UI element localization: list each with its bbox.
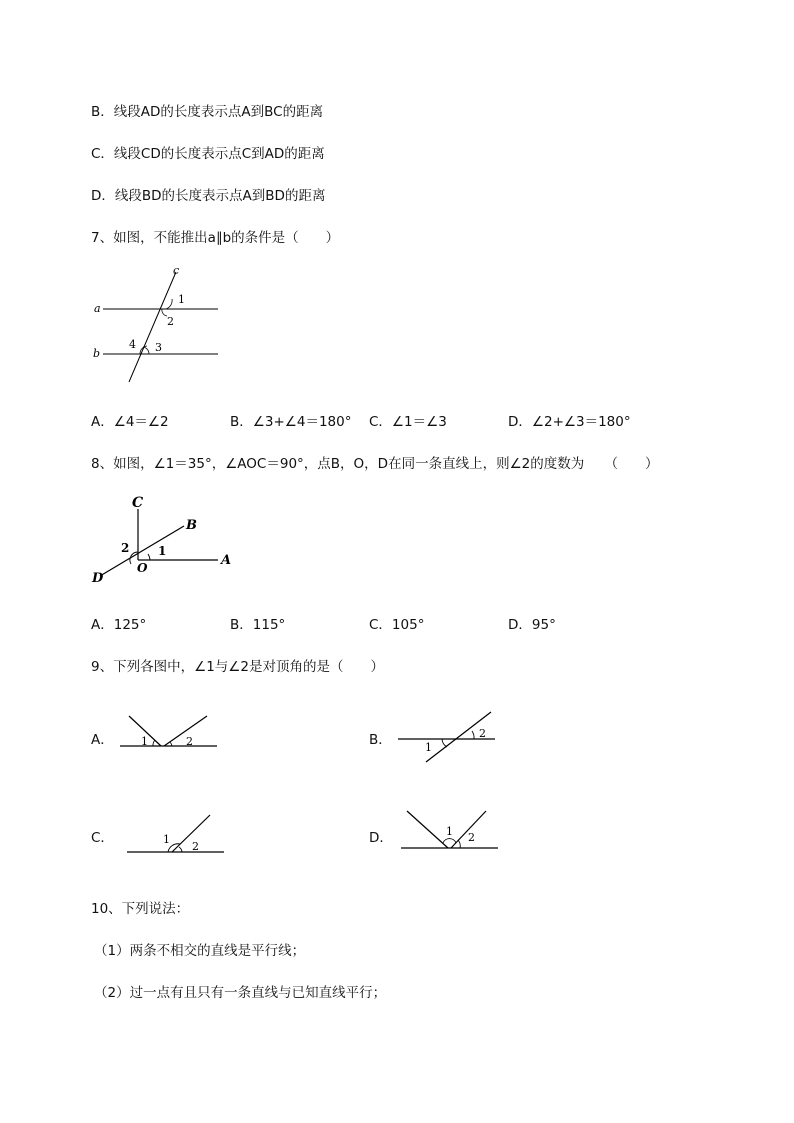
q10-stem: 10、下列说法： [91, 901, 190, 917]
q8-figure [86, 490, 246, 590]
q7-option-a: A．∠4＝∠2 [91, 414, 169, 430]
q9-figure-a [115, 710, 225, 755]
q8-options [91, 613, 731, 633]
angle-1-arc [166, 299, 172, 309]
q6-option-b: B．线段AD的长度表示点A到BC的距离 [91, 104, 324, 120]
q10-statement-1: （1）两条不相交的直线是平行线； [94, 943, 306, 959]
label-1: 1 [446, 825, 453, 838]
label-2: 2 [192, 840, 199, 853]
label-1: 1 [141, 735, 148, 748]
label-2: 2 [121, 541, 130, 555]
label-c: c [173, 264, 180, 277]
q9-figure-c [122, 810, 232, 860]
label-2: 2 [167, 315, 174, 328]
q7-option-b: B．∠3+∠4＝180° [230, 414, 352, 430]
q7-figure [88, 262, 228, 386]
q7-option-d: D．∠2+∠3＝180° [508, 414, 631, 430]
q9-figure-d [398, 805, 503, 855]
label-2: 2 [479, 727, 486, 740]
q8-option-a: A．125° [91, 617, 147, 633]
angle-1-arc [148, 554, 150, 560]
q9-fig-c-label: C． [91, 830, 114, 846]
label-1: 1 [163, 833, 170, 846]
q9-fig-a-label: A． [91, 732, 114, 748]
q7-options [91, 410, 731, 430]
label-c: C [132, 495, 144, 511]
q8-option-b: B．115° [230, 617, 286, 633]
q10-statement-2: （2）过一点有且只有一条直线与已知直线平行； [94, 985, 387, 1001]
q7-stem: 7、如图，不能推出a∥b的条件是（ ） [91, 230, 340, 246]
label-o: O [137, 561, 148, 575]
label-b: B [186, 518, 197, 533]
q6-option-c: C．线段CD的长度表示点C到AD的距离 [91, 146, 325, 162]
q8-stem: 8、如图，∠1＝35°，∠AOC＝90°，点B，O，D在同一条直线上，则∠2的度数为 （ ） [91, 456, 659, 472]
label-4: 4 [129, 338, 136, 351]
q7-option-c: C．∠1＝∠3 [369, 414, 447, 430]
label-2: 2 [186, 735, 193, 748]
q8-option-d: D．95° [508, 617, 556, 633]
q6-option-d: D．线段BD的长度表示点A到BD的距离 [91, 188, 326, 204]
q8-option-c: C．105° [369, 617, 425, 633]
label-2: 2 [468, 831, 475, 844]
label-1: 1 [178, 293, 185, 306]
q9-fig-d-label: D． [369, 830, 393, 846]
label-b: b [93, 347, 101, 360]
q9-stem: 9、下列各图中，∠1与∠2是对顶角的是（ ） [91, 659, 384, 675]
label-a: A [221, 553, 232, 568]
label-1: 1 [425, 741, 432, 754]
q9-fig-b-label: B． [369, 732, 392, 748]
label-3: 3 [155, 341, 162, 354]
label-1: 1 [158, 544, 167, 558]
label-a: a [94, 302, 101, 315]
label-d: D [92, 571, 104, 586]
q9-figure-b [395, 706, 500, 768]
